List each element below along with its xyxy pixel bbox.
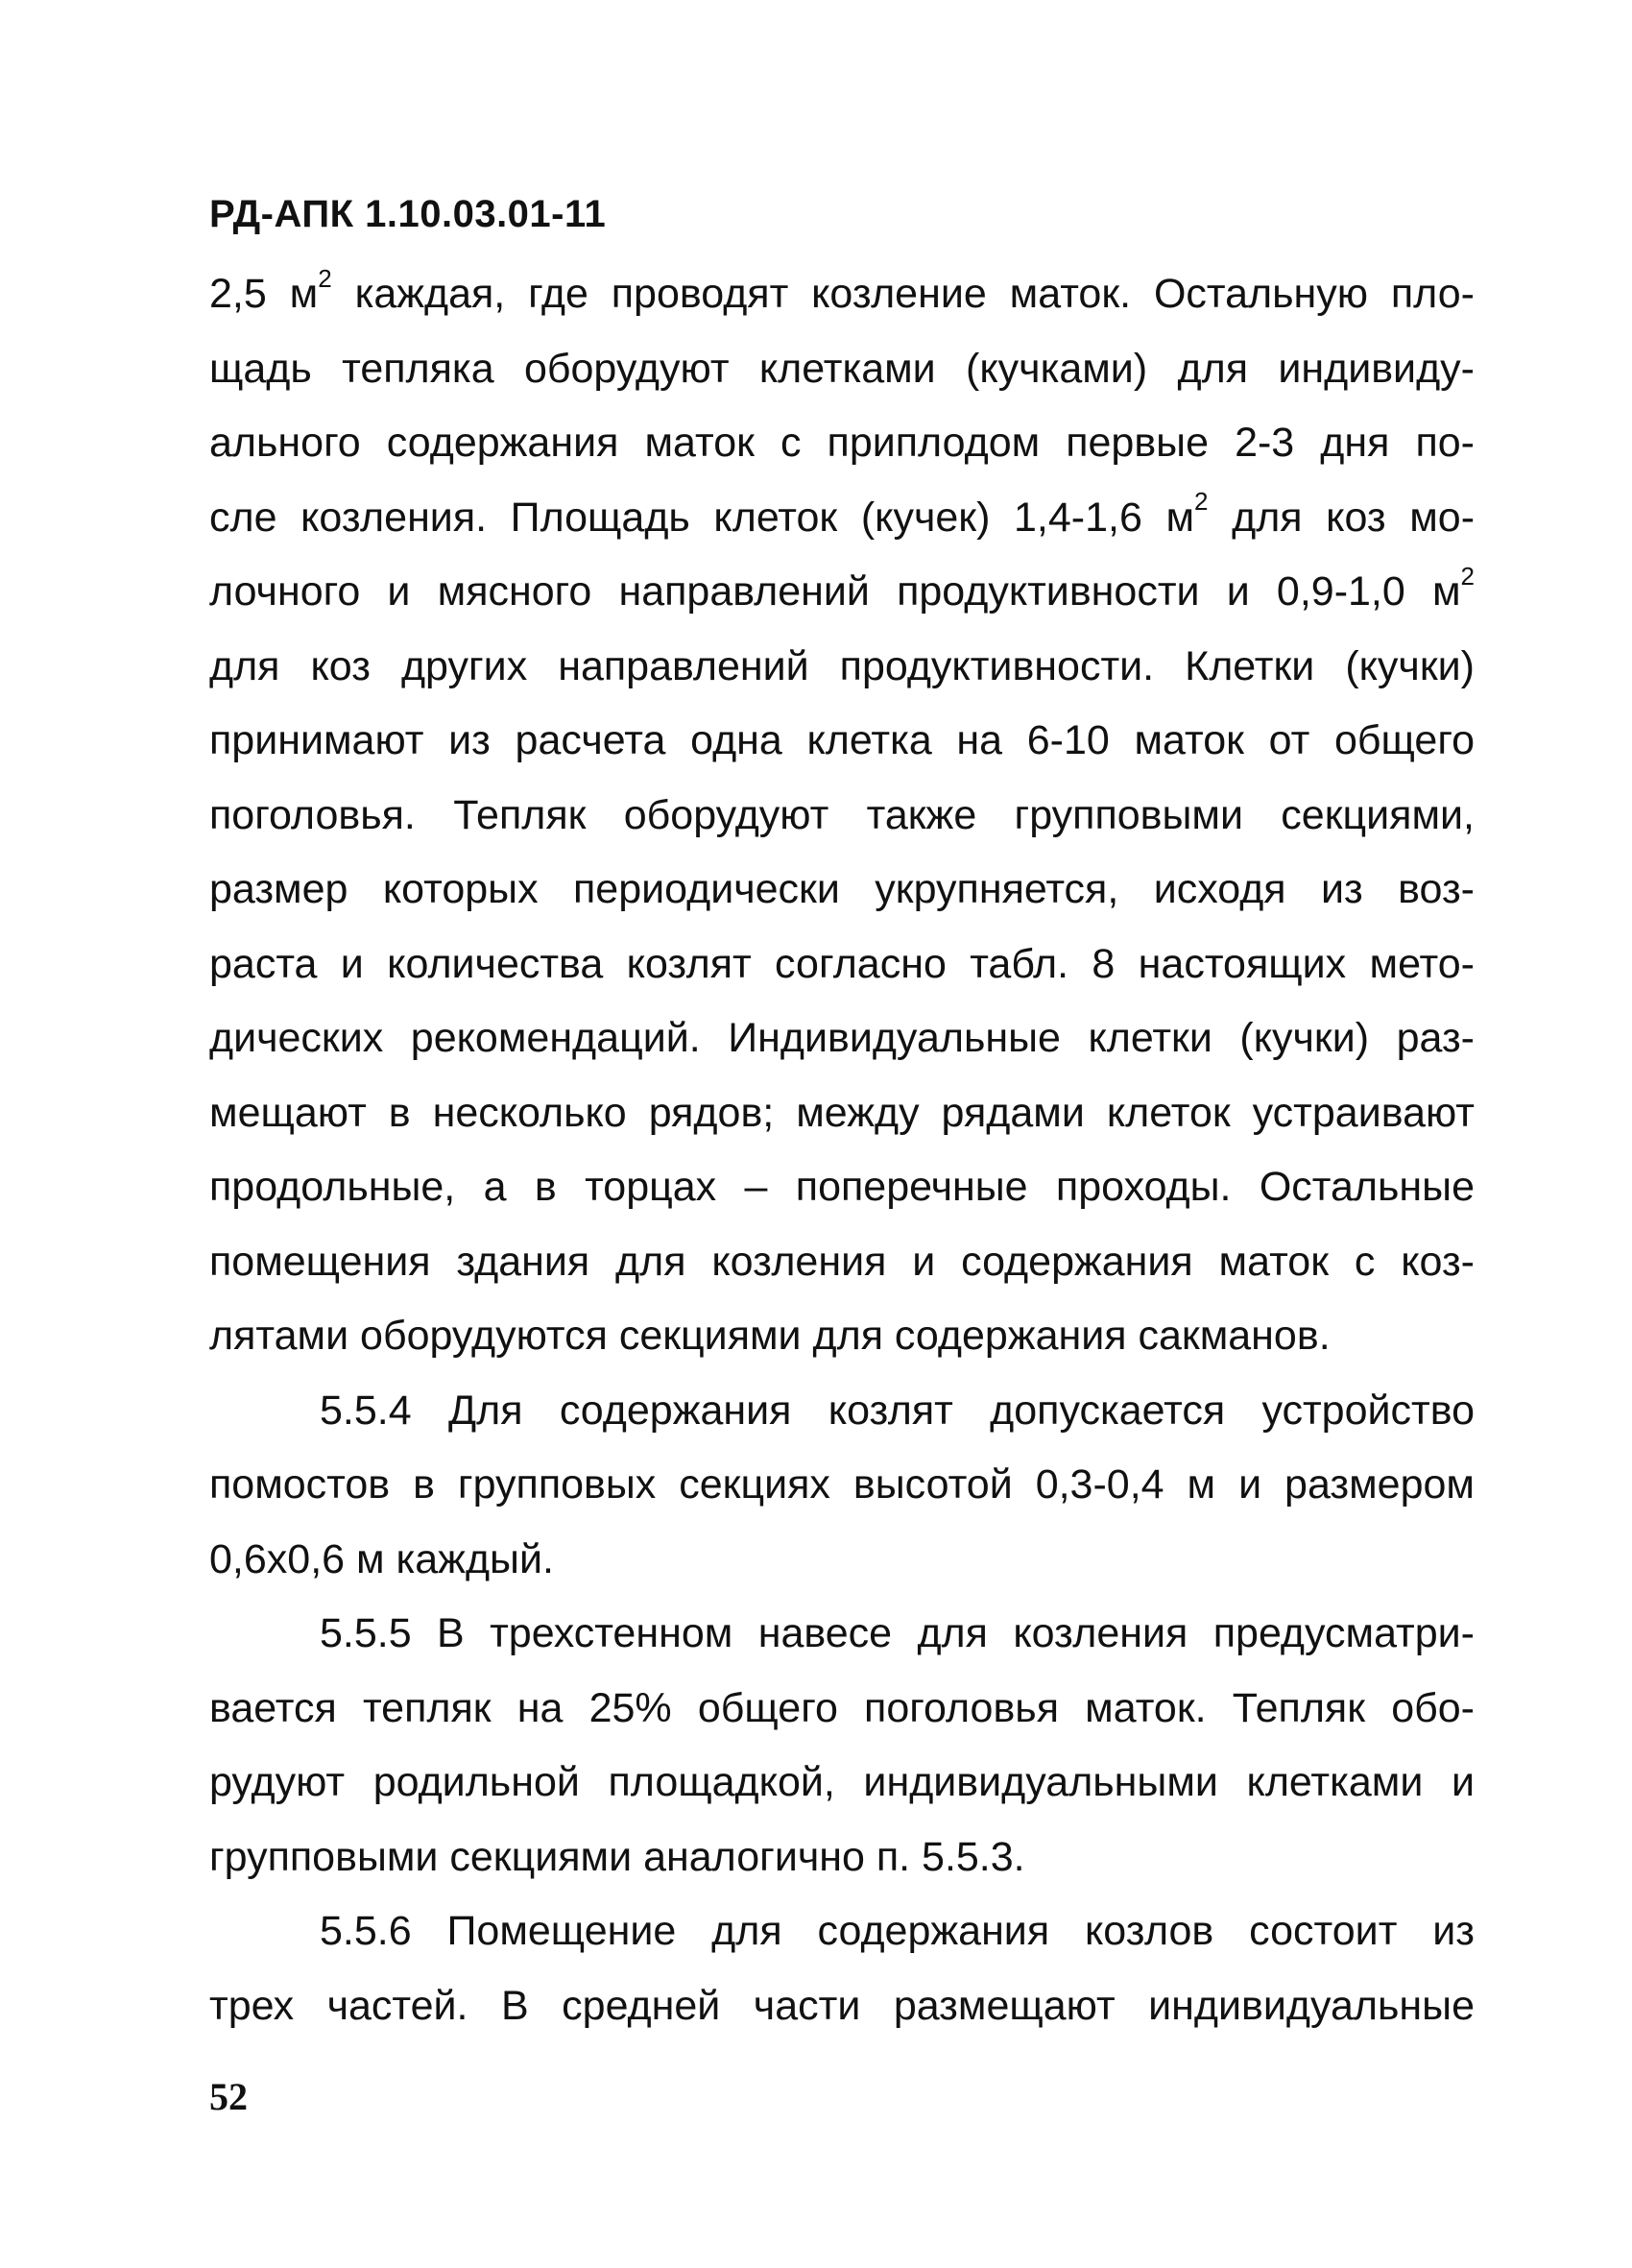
- text-line: вается тепляк на 25% общего поголовья маток. Тепляк обо-: [209, 1684, 1475, 1731]
- document-code-header: РД-АПК 1.10.03.01-11: [209, 193, 607, 235]
- text-line: 5.5.4 Для содержания козлят допускается устройство: [320, 1387, 1475, 1434]
- text-line: трех частей. В средней части размещают индивидуальные: [209, 1982, 1475, 2029]
- text-line: лочного и мясного направлений продуктивности и 0,9-1,0 $м^2$: [209, 561, 1475, 615]
- paragraph-5-5-6: [209, 1894, 1475, 2043]
- text-line: 0,6х0,6 м каждый.: [209, 1535, 554, 1582]
- text-line: мещают в несколько рядов; между рядами клеток устраивают: [209, 1089, 1475, 1136]
- paragraph-continuation: [209, 257, 1475, 1374]
- page-number: 52: [209, 2075, 248, 2118]
- text-line: 2,5 $м^2$ каждая, где проводят козление маток. Остальную пло-: [209, 263, 1475, 317]
- body-text: [209, 257, 1475, 2043]
- text-line: размер которых периодически укрупняется, исходя из воз-: [209, 866, 1475, 912]
- text-line: помещения здания для козления и содержания маток с коз-: [209, 1238, 1475, 1285]
- text-line: сле козления. Площадь клеток (кучек) 1,4-1,6 $м^2$ для коз мо-: [209, 487, 1476, 541]
- text-line: продольные, а в торцах – поперечные проходы. Остальные: [209, 1164, 1475, 1210]
- text-line: 5.5.5 В трехстенном навесе для козления предусматри-: [320, 1610, 1475, 1656]
- text-line: раста и количества козлят согласно табл. 8 настоящих мето-: [209, 940, 1475, 987]
- text-line: рудуют родильной площадкой, индивидуальными клетками и: [209, 1759, 1475, 1805]
- text-line: помостов в групповых секциях высотой 0,3-0,4 м и размером: [209, 1461, 1475, 1508]
- text-line: лятами оборудуются секциями для содержания сакманов.: [209, 1313, 1331, 1359]
- text-line: групповыми секциями аналогично п. 5.5.3.: [209, 1833, 1025, 1880]
- text-line: дических рекомендаций. Индивидуальные клетки (кучки) раз-: [209, 1015, 1475, 1061]
- text-line: для коз других направлений продуктивности. Клетки (кучки): [209, 642, 1475, 689]
- text-line: щадь тепляка оборудуют клетками (кучками) для индивиду-: [209, 345, 1475, 392]
- text-line: принимают из расчета одна клетка на 6-10 маток от общего: [209, 717, 1475, 763]
- paragraph-5-5-4: [209, 1374, 1475, 1598]
- text-line: поголовья. Тепляк оборудуют также групповыми секциями,: [209, 791, 1475, 838]
- paragraph-5-5-5: [209, 1597, 1475, 1894]
- text-line: 5.5.6 Помещение для содержания козлов состоит из: [320, 1908, 1475, 1954]
- text-line: ального содержания маток с приплодом первые 2-3 дня по-: [209, 420, 1475, 466]
